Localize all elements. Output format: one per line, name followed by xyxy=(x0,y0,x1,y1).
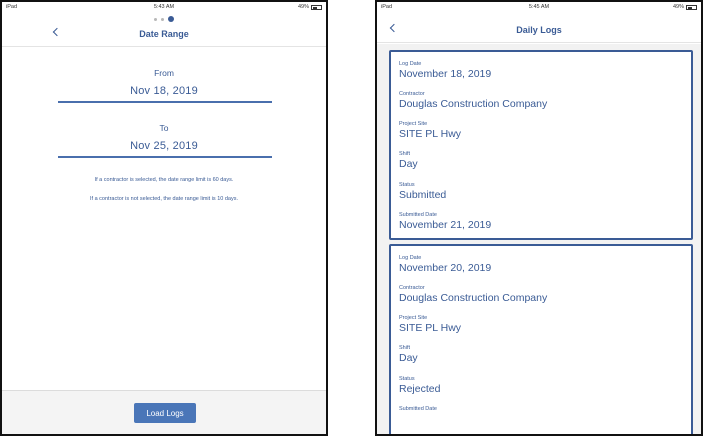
status-label: Status xyxy=(399,376,415,382)
log-date-value: November 20, 2019 xyxy=(399,262,492,274)
log-date-label: Log Date xyxy=(399,255,422,261)
contractor-value: Douglas Construction Company xyxy=(399,98,548,110)
log-date-value: November 18, 2019 xyxy=(399,68,492,80)
from-underline xyxy=(58,101,272,103)
shift-value: Day xyxy=(399,352,418,364)
device-label: iPad xyxy=(6,4,18,10)
status-bar xyxy=(2,2,326,12)
status-right xyxy=(298,4,322,10)
status-right xyxy=(673,4,697,10)
log-card[interactable] xyxy=(389,50,693,240)
battery-percent: 49% xyxy=(672,4,684,10)
shift-label: Shift xyxy=(399,345,411,351)
contractor-label: Contractor xyxy=(399,285,425,291)
status-value: Submitted xyxy=(399,189,447,201)
submitted-date-value: November 21, 2019 xyxy=(399,219,492,231)
status-value: Rejected xyxy=(399,383,441,395)
project-site-value: SITE PL Hwy xyxy=(399,128,462,140)
shift-value: Day xyxy=(399,158,418,170)
shift-label: Shift xyxy=(399,151,411,157)
footer-bar xyxy=(2,390,326,434)
battery-icon xyxy=(686,5,697,10)
project-site-label: Project Site xyxy=(399,315,428,321)
submitted-date-label: Submitted Date xyxy=(399,212,437,218)
contractor-not-selected-note: If a contractor is not selected, the date range limit is 10 days. xyxy=(90,196,238,202)
page-title: Daily Logs xyxy=(516,25,562,35)
to-label: To xyxy=(159,123,169,133)
battery-percent: 49% xyxy=(297,4,309,10)
status-label: Status xyxy=(399,182,415,188)
from-label: From xyxy=(154,68,174,78)
battery-icon xyxy=(311,5,322,10)
status-time: 5:45 AM xyxy=(528,4,550,10)
contractor-value: Douglas Construction Company xyxy=(399,292,548,304)
status-bar xyxy=(377,2,701,12)
nav-bar xyxy=(377,15,701,43)
project-site-value: SITE PL Hwy xyxy=(399,322,462,334)
page-title: Date Range xyxy=(139,29,189,39)
load-logs-button[interactable]: Load Logs xyxy=(134,403,196,423)
status-time: 5:43 AM xyxy=(153,4,175,10)
from-date-field[interactable]: Nov 18, 2019 xyxy=(130,85,198,97)
to-date-field[interactable]: Nov 25, 2019 xyxy=(130,140,198,152)
submitted-date-label: Submitted Date xyxy=(399,406,437,412)
log-card[interactable] xyxy=(389,244,693,434)
daily-logs-screen xyxy=(375,0,703,436)
log-list[interactable] xyxy=(377,44,701,434)
project-site-label: Project Site xyxy=(399,121,428,127)
contractor-label: Contractor xyxy=(399,91,425,97)
to-underline xyxy=(58,156,272,158)
device-label: iPad xyxy=(381,4,393,10)
log-date-label: Log Date xyxy=(399,61,422,67)
nav-bar xyxy=(2,19,326,47)
contractor-selected-note: If a contractor is selected, the date range limit is 60 days. xyxy=(94,177,234,183)
date-range-screen xyxy=(0,0,328,436)
